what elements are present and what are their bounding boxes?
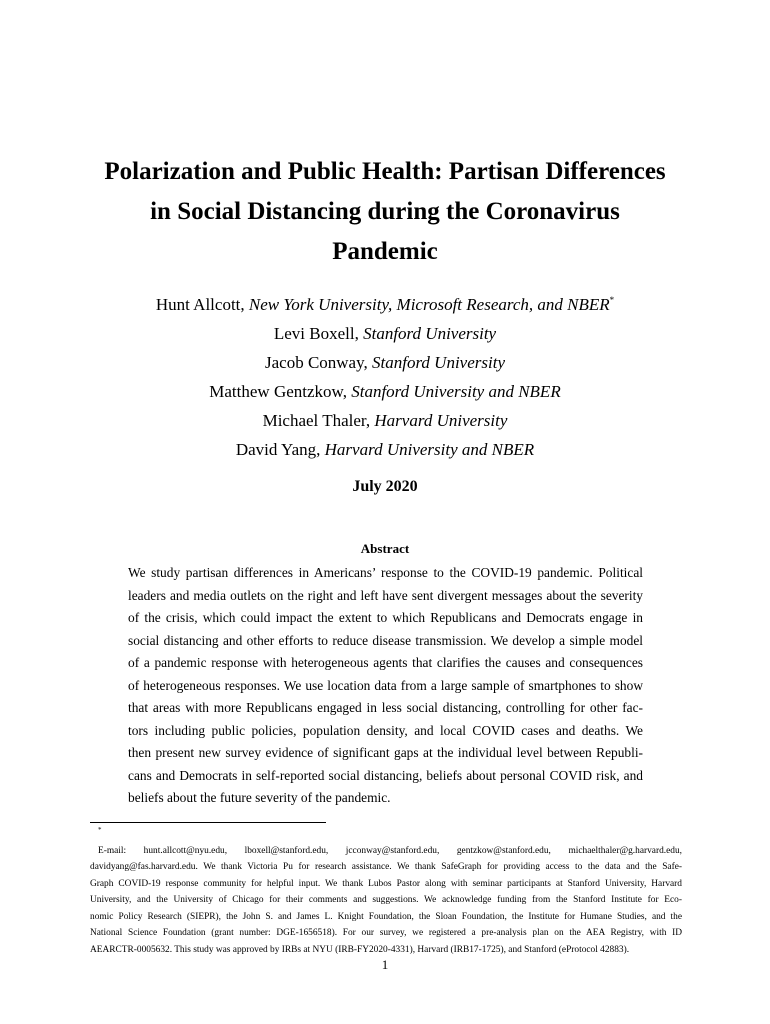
author-name: Jacob Conway, (264, 353, 372, 372)
author-name: Matthew Gentzkow, (209, 382, 352, 401)
author-line (60, 290, 710, 319)
footnote-line: University, and the University of Chicago for their comments and suggestions. We acknowledge funding from the Stanford Institute for Eco- (90, 895, 682, 905)
author-name: Michael Thaler, (262, 411, 375, 430)
paper-title (80, 152, 690, 272)
author-affiliation: Stanford University (372, 353, 505, 372)
abstract-line: cans and Democrats in self-reported social distancing, beliefs about personal COVID risk, and (128, 767, 643, 783)
abstract-heading: Abstract (360, 541, 410, 556)
footnote-line: National Science Foundation (grant number: DGE-1656518). For our survey, we registered a pre-analysis plan on the AEA Registry, with ID (90, 928, 682, 938)
footnote (90, 826, 682, 958)
footnote-line: Graph COVID-19 response community for helpful input. We thank Lubos Pastor along with seminar participants at Stanford University, Harvard (90, 878, 682, 889)
abstract-line: of the crisis, which could impact the extent to which Republicans and Democrats engage in (128, 610, 643, 625)
author-line (60, 435, 710, 464)
author-affiliation: Harvard University and NBER (324, 440, 535, 459)
abstract-body (128, 562, 643, 810)
abstract-line: We study partisan differences in Americans’ response to the COVID-19 pandemic. Political (128, 565, 643, 580)
abstract-line: of heterogeneous responses. We use location data from a large sample of smartphones to show (128, 677, 643, 693)
abstract-line: beliefs about the future severity of the pandemic. (128, 790, 391, 805)
author-line (60, 348, 710, 377)
author-affiliation: Harvard University (374, 411, 508, 430)
title-line: in Social Distancing during the Coronavirus (150, 198, 620, 225)
abstract-line: leaders and media outlets on the right and left have sent divergent messages about the severity (128, 587, 643, 603)
author-line (60, 319, 710, 348)
author-list (60, 290, 710, 464)
page-number: 1 (381, 957, 389, 972)
title-line: Pandemic (332, 238, 438, 265)
author-affiliation: Stanford University and NBER (351, 382, 561, 401)
abstract-line: that areas with more Republicans engaged in less social distancing, controlling for other fac- (128, 700, 643, 715)
publication-date: July 2020 (352, 478, 418, 495)
footnote-line: davidyang@fas.harvard.edu. We thank Victoria Pu for research assistance. We thank SafeGraph for providing access to the data and the Safe- (90, 862, 682, 872)
abstract-line: social distancing and other efforts to reduce disease transmission. We develop a simple model (128, 632, 643, 648)
author-line (60, 406, 710, 435)
footnote-divider (90, 822, 326, 823)
author-affiliation: New York University, Microsoft Research, and NBER (248, 295, 610, 314)
author-affiliation: Stanford University (363, 324, 497, 343)
author-line (60, 377, 710, 406)
abstract-line: then present new survey evidence of significant gaps at the individual level between Republi- (128, 745, 643, 760)
footnote-mark: * (98, 826, 102, 834)
abstract-line: of a pandemic response with heterogeneous agents that clarifies the causes and consequences (128, 655, 643, 670)
footnote-line: AEARCTR-0005632. This study was approved by IRBs at NYU (IRB-FY2020-4331), Harvard (IRB17-1725), and Stanford (eProtocol 42883). (90, 944, 630, 955)
abstract-line: tors including public policies, population density, and local COVID cases and deaths. We (128, 722, 643, 738)
author-name: Hunt Allcott, (155, 295, 249, 314)
author-name: Levi Boxell, (273, 324, 364, 343)
footnote-mark: * (609, 295, 615, 305)
footnote-text: E-mail: hunt.allcott@nyu.edu, lboxell@stanford.edu, jcconway@stanford.edu, gentzkow@stanford.edu, michaelthaler@g.harvard.edu, (98, 845, 682, 856)
footnote-line: nomic Policy Research (SIEPR), the John S. and James L. Knight Foundation, the Sloan Foundation, the Institute for Humane Studies, and the (90, 911, 682, 922)
title-line: Polarization and Public Health: Partisan Differences (104, 158, 666, 185)
footnote-line (90, 826, 682, 859)
author-name: David Yang, (235, 440, 325, 459)
